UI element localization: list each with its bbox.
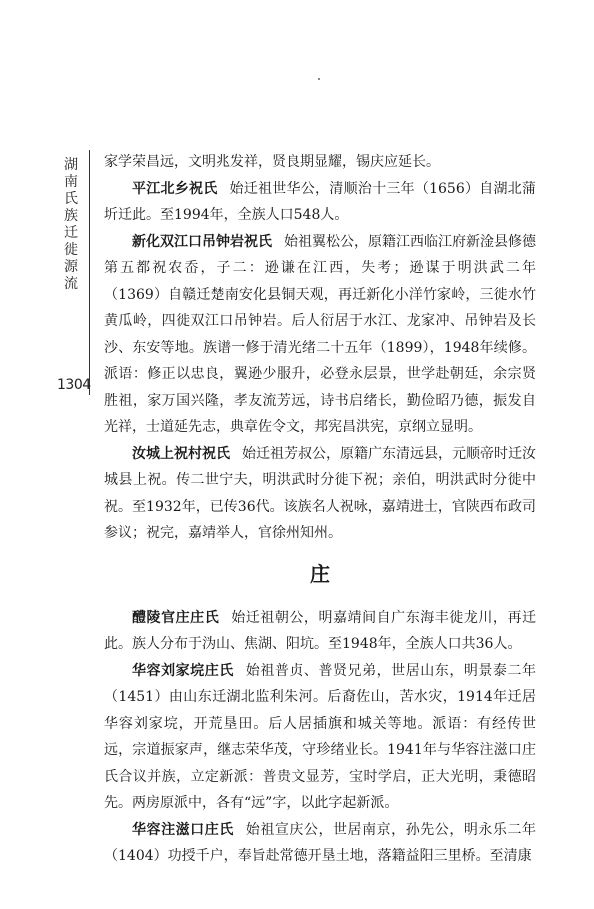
clan-entry <box>104 817 536 870</box>
clan-text: 始祖普贞、普贤兄弟，世居山东，明景泰二年（1451）由山东迁湖北监利朱河。后裔佐山，苦水灾，1914年迁居华容刘家垸，开荒垦田。后人居插旗和城关等地。派语：有经传世远，宗道振家声，继志荣华茂，守珍绪业长。1941年与华容注滋口庄氏合议并族，立定新派：普贵文显芳，宝时学启，正大光明，秉德昭先。两房原派中，各有“远”字，以此字起新派。 <box>104 662 537 811</box>
section-heading: 庄 <box>310 561 330 586</box>
clan-text: 始迁祖世华公，清顺治十三年（1656）自湖北蒲圻迁此。至1994年，全族人口548人。 <box>104 180 536 223</box>
clan-text: 始祖宣庆公，世居南京，孙先公，明永乐二年（1404）功授千户，奉旨赴常德开垦土地，落籍益阳三里桥。至清康 <box>104 821 537 864</box>
clan-entry <box>104 605 536 658</box>
margin-rule <box>89 150 90 395</box>
clan-name: 华容注滋口庄氏 <box>132 821 234 838</box>
running-head-title: 湖南氏族迁徙源流 <box>64 157 78 292</box>
clan-entry <box>104 176 536 229</box>
clan-name: 华容刘家垸庄氏 <box>132 662 234 679</box>
clan-text: 始迁祖芳叔公，原籍广东清远县，元顺帝时迁汝城县上祝。传二世宁夫，明洪武时分徙下祝；亲伯，明洪武时分徙中祝。至1932年，已传36代。该族名人祝咏，嘉靖进士，官陕西布政司参议；祝完，嘉靖举人，官徐州知州。 <box>104 445 536 541</box>
clan-text: 始迁祖朝公，明嘉靖间自广东海丰徙龙川，再迁此。族人分布于沩山、焦湖、阳坑。至1948年，全族人口共36人。 <box>104 609 537 652</box>
scan-speck <box>318 78 320 80</box>
page-body <box>104 149 536 870</box>
clan-name: 平江北乡祝氏 <box>132 180 218 197</box>
clan-name: 汝城上祝村祝氏 <box>132 445 230 462</box>
clan-entry <box>104 441 536 547</box>
clan-entry <box>104 658 536 817</box>
clan-name: 新化双江口吊钟岩祝氏 <box>132 233 272 250</box>
clan-entry <box>104 229 536 441</box>
clan-text: 始祖翼松公，原籍江西临江府新淦县修德第五都祝农岙，子二：逊谦在江西，失考；逊谋于明洪武二年（1369）自赣迁楚南安化县铜天观，再迁新化小洋竹家岭，三徙水竹黄瓜岭，四徙双江口吊钟岩。后人衍居于水江、龙家冲、吊钟岩及长沙、东安等地。族谱一修于清光绪二十五年（1899），1948年续修。派语：修正以忠良，翼逊少服升，必登永层景，世学赴朝廷，余宗贤胜祖，家万国兴隆，孝友流芳远，诗书启绪长，勤俭昭乃德，振发自光祥，士道延先志，典章佐令文，邦宪昌洪宪，京纲立显明。 <box>104 233 536 435</box>
page-number: 1304 <box>57 377 91 393</box>
clan-name: 醴陵官庄庄氏 <box>132 609 220 626</box>
continuation-text: 家学荣昌远，文明兆发祥，贤良期显耀，锡庆应延长。 <box>104 154 440 170</box>
